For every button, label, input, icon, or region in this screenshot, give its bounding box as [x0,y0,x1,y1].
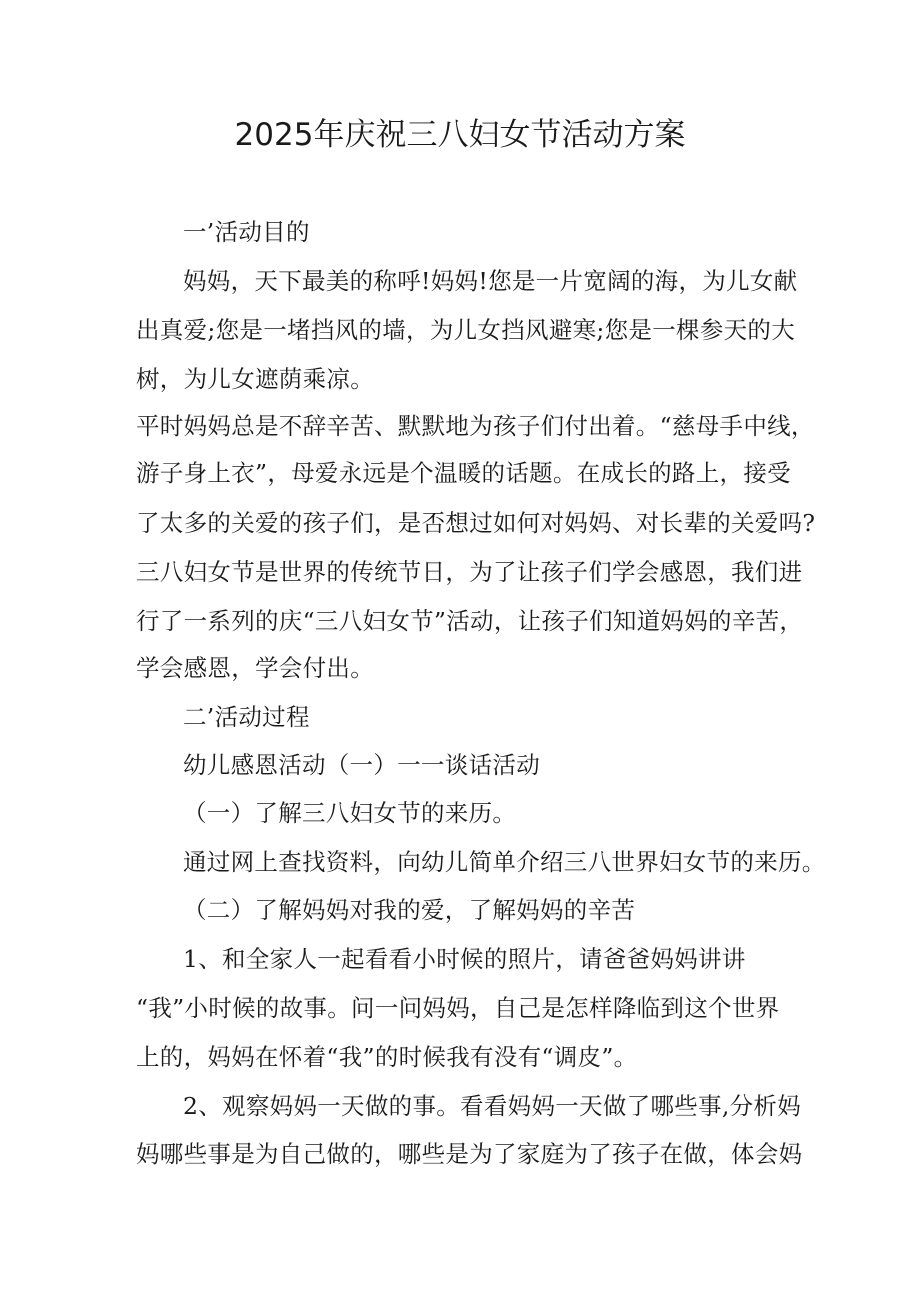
item-heading: （二）了解妈妈对我的爱，了解妈妈的辛苦 [183,896,636,924]
paragraph-line: “我”小时候的故事。问一问妈妈，自己是怎样降临到这个世界 [136,994,780,1022]
document-title: 2025年庆祝三八妇女节活动方案 [234,117,686,153]
paragraph-line: 树，为儿女遮荫乘凉。 [136,365,374,393]
paragraph-line: 学会感恩，学会付出。 [136,654,374,682]
paragraph-line: 三八妇女节是世界的传统节日，为了让孩子们学会感恩，我们进 [136,558,803,586]
item-heading: （一）了解三八妇女节的来历。 [183,799,517,827]
paragraph-line: 2、观察妈妈一天做的事。看看妈妈一天做了哪些事,分析妈 [183,1092,802,1120]
paragraph-line: 了太多的关爱的孩子们，是否想过如何对妈妈、对长辈的关爱吗? [136,509,816,537]
paragraph-line: 行了一系列的庆“三八妇女节”活动，让孩子们知道妈妈的辛苦， [136,607,804,635]
subsection-heading: 幼儿感恩活动（一）一一谈话活动 [183,751,540,779]
paragraph-line: 1、和全家人一起看看小时候的照片，请爸爸妈妈讲讲 [183,945,746,973]
paragraph-line: 妈哪些事是为自己做的，哪些是为了家庭为了孩子在做，体会妈 [136,1140,803,1168]
paragraph-line: 平时妈妈总是不辞辛苦、默默地为孩子们付出着。“慈母手中线， [136,412,815,440]
paragraph-line: 妈妈，天下最美的称呼!妈妈!您是一片宽阔的海，为儿女献 [183,267,798,295]
paragraph-line: 上的，妈妈在怀着“我”的时候我有没有“调皮”。 [136,1043,638,1071]
section-heading-purpose: 一’活动目的 [183,218,310,246]
paragraph-line: 通过网上查找资料，向幼儿简单介绍三八世界妇女节的来历。 [183,848,826,876]
section-heading-process: 二’活动过程 [183,703,310,731]
paragraph-line: 出真爱;您是一堵挡风的墙，为儿女挡风避寒;您是一棵参天的大 [136,316,796,344]
paragraph-line: 游子身上衣”，母爱永远是个温暖的话题。在成长的路上，接受 [136,459,791,487]
